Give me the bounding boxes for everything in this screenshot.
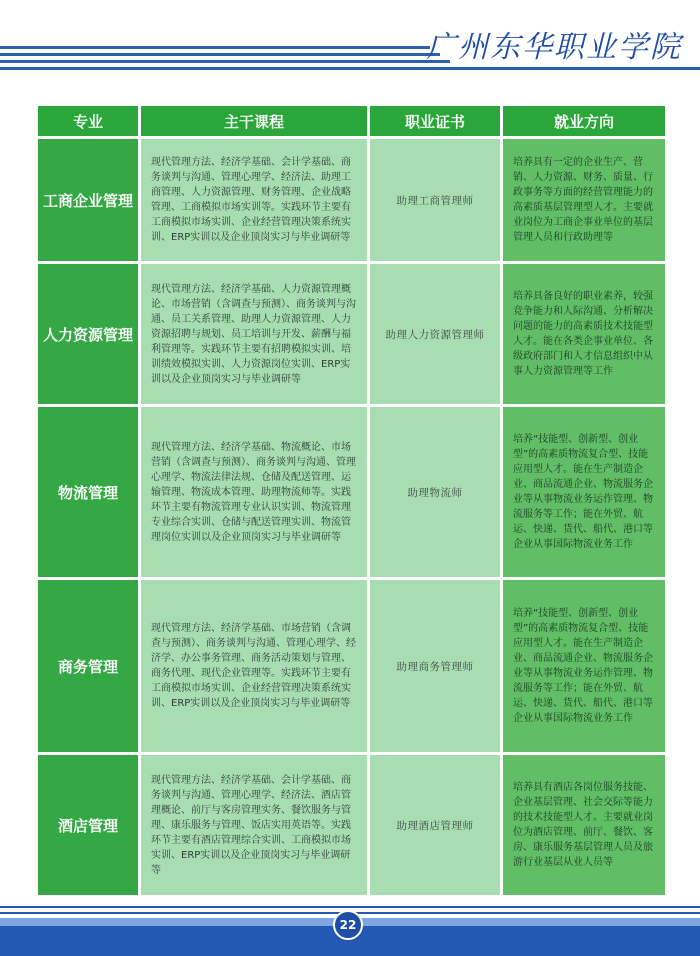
certificate-cell: 助理酒店管理师 [370,755,500,895]
table-header-row [38,106,665,136]
table-row [38,755,665,895]
certificate-cell: 助理物流师 [370,407,500,577]
header-stripe [0,46,430,49]
career-cell: 培养“技能型、创新型、创业型”的高素质物流复合型、技能应用型人才。能在生产制造企业、商品流通企业、物流服务企业等从事物流业务运作管理、物流服务等工作；能在外贸、航运、快递、货代、船代、港口等企业从事国际物流业务工作 [503,580,665,752]
footer-stripe [0,906,700,908]
certificate-cell: 助理工商管理师 [370,139,500,261]
header-career: 就业方向 [503,106,665,136]
major-cell: 人力资源管理 [38,264,138,404]
major-cell: 商务管理 [38,580,138,752]
header-major: 专业 [38,106,138,136]
page-header [0,0,700,88]
header-stripe [0,60,450,63]
table-row [38,139,665,261]
career-cell: 培养具备良好的职业素养，较强竞争能力和人际沟通、分析解决问题的能力的高素质技术技能型人才。能在各类企事业单位、各级政府部门和人才信息组织中从事人力资源管理等工作 [503,264,665,404]
page-number: 22 [333,910,363,940]
courses-cell: 现代管理方法、经济学基础、物流概论、市场营销（含调查与预测）、商务谈判与沟通、管理心理学、物流法律法规、仓储及配送管理、运输管理、物流成本管理、助理物流师等。实践环节主要有物流管理专业认识实训、物流管理专业综合实训、仓储与配送管理实训、物流管理岗位实训以及企业顶岗实习与毕业调研等 [141,407,367,577]
courses-cell: 现代管理方法、经济学基础、市场营销（含调查与预测）、商务谈判与沟通、管理心理学、经济学、办公事务管理、商务活动策划与管理、商务代理、现代企业管理等。实践环节主要有工商模拟市场实训、企业经营管理决策系统实训、ERP实训以及企业顶岗实习与毕业调研等 [141,580,367,752]
header-stripe [0,53,440,56]
courses-cell: 现代管理方法、经济学基础、会计学基础、商务谈判与沟通、管理心理学、经济法、助理工商管理、人力资源管理、财务管理、企业战略管理、工商模拟市场实训等。实践环节主要有工商模拟市场实训、企业经营管理决策系统实训、ERP实训以及企业顶岗实习与毕业调研等 [141,139,367,261]
programs-table [35,103,668,898]
career-cell: 培养“技能型、创新型、创业型”的高素质物流复合型、技能应用型人才。能在生产制造企业、商品流通企业、物流服务企业等从事物流业务运作管理、物流服务等工作；能在外贸、航运、快递、货代、船代、港口等企业从事国际物流业务工作 [503,407,665,577]
courses-cell: 现代管理方法、经济学基础、会计学基础、商务谈判与沟通、管理心理学、经济法、酒店管理概论、前厅与客房管理实务、餐饮服务与管理、康乐服务与管理、饭店实用英语等。实践环节主要有酒店管理综合实训、工商模拟市场实训、ERP实训以及企业顶岗实习与毕业调研等 [141,755,367,895]
career-cell: 培养具有一定的企业生产、营销、人力资源、财务、质量、行政事务等方面的经营管理能力的高素质基层管理型人才。主要就业岗位为工商企事业单位的基层管理人员和行政助理等 [503,139,665,261]
major-cell: 酒店管理 [38,755,138,895]
table-row [38,407,665,577]
certificate-cell: 助理商务管理师 [370,580,500,752]
header-certificate: 职业证书 [370,106,500,136]
major-cell: 物流管理 [38,407,138,577]
career-cell: 培养具有酒店各岗位服务技能、企业基层管理、社会交际等能力的技术技能型人才。主要就业岗位为酒店管理、前厅、餐饮、客房、康乐服务基层管理人员及旅游行业基层从业人员等 [503,755,665,895]
table-row [38,580,665,752]
certificate-cell: 助理人力资源管理师 [370,264,500,404]
table-row [38,264,665,404]
header-courses: 主干课程 [141,106,367,136]
header-stripe [0,67,700,70]
courses-cell: 现代管理方法、经济学基础、人力资源管理概论、市场营销（含调查与预测）、商务谈判与沟通、员工关系管理、助理人力资源管理、人力资源招聘与规划、员工培训与开发、薪酬与福利管理等。实践环节主要有招聘模拟实训、培训绩效模拟实训、人力资源岗位实训、ERP实训以及企业顶岗实习与毕业调研等 [141,264,367,404]
school-name: 广州东华职业学院 [426,30,682,65]
major-cell: 工商企业管理 [38,139,138,261]
